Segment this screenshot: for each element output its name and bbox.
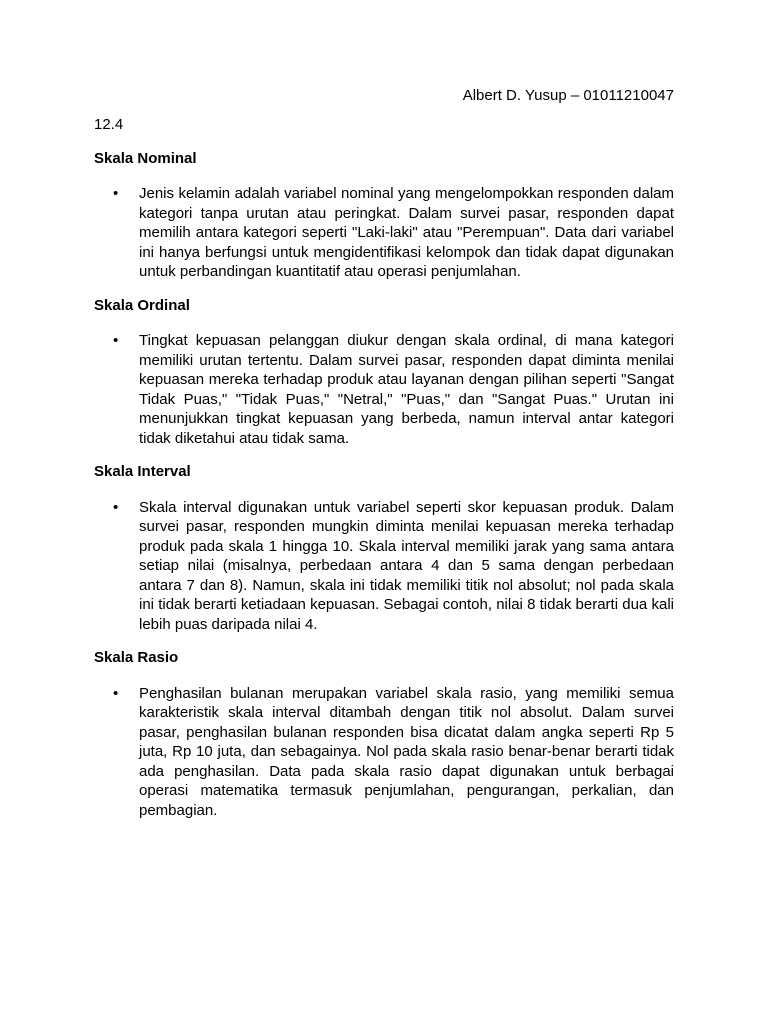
bullet-icon: • [113, 684, 119, 702]
paragraph-text: Jenis kelamin adalah variabel nominal yang mengelompokkan responden dalam kategori tanpa urutan atau peringkat. Dalam survei pasar, responden dapat memilih antara kategori seperti "Laki-laki" atau "Perempuan". Data dari variabel ini hanya berfungsi untuk mengidentifikasi kelompok dan tidak dapat digunakan untuk perbandingan kuantitatif atau operasi penjumlahan. [139, 185, 674, 280]
list-item [94, 684, 674, 821]
section-heading: Skala Interval [94, 463, 191, 480]
section-heading: Skala Ordinal [94, 296, 190, 314]
document-page [94, 86, 674, 820]
section-heading: Skala Rasio [94, 649, 179, 666]
list-item [94, 331, 674, 448]
bullet-list [94, 684, 674, 821]
section-nominal [94, 149, 674, 282]
section-rasio [94, 648, 674, 820]
paragraph-text: Skala interval digunakan untuk variabel seperti skor kepuasan produk. Dalam survei pasar, responden mungkin diminta menilai kepuasan mereka terhadap produk pada skala 1 hingga 10. Skala interval memiliki jarak yang sama antara setiap nilai (misalnya, perbedaan antara 4 dan 5 sama dengan perbedaan antara 7 dan 8). Namun, skala ini tidak memiliki titik nol absolut; nol pada skala ini tidak berarti ketiadaan kepuasan. Sebagai contoh, nilai 8 tidak berarti dua kali lebih puas daripada nilai 4. [139, 498, 674, 633]
bullet-list [94, 498, 674, 635]
author-line: Albert D. Yusup – 01011210047 [462, 87, 674, 104]
bullet-list [94, 184, 674, 282]
section-interval [94, 462, 674, 634]
bullet-list [94, 331, 674, 448]
section-heading: Skala Nominal [94, 149, 197, 167]
question-number: 12.4 [94, 116, 124, 133]
list-item [94, 498, 674, 635]
bullet-icon: • [113, 332, 119, 349]
bullet-icon: • [113, 185, 119, 202]
list-item [94, 184, 674, 282]
section-ordinal [94, 296, 674, 449]
bullet-icon: • [113, 498, 119, 516]
paragraph-text: Tingkat kepuasan pelanggan diukur dengan skala ordinal, di mana kategori memiliki urutan tertentu. Dalam survei pasar, responden dapat diminta menilai kepuasan mereka terhadap produk atau layanan dengan pilihan seperti "Sangat Tidak Puas," "Tidak Puas," "Netral," "Puas," dan "Sangat Puas." Urutan ini menunjukkan tingkat kepuasan yang berbeda, namun interval antar kategori tidak diketahui atau tidak sama. [139, 332, 674, 447]
paragraph-text: Penghasilan bulanan merupakan variabel skala rasio, yang memiliki semua karakteristik skala interval ditambah dengan titik nol absolut. Dalam survei pasar, penghasilan bulanan responden bisa dicatat dalam angka seperti Rp 5 juta, Rp 10 juta, dan sebagainya. Nol pada skala rasio benar-benar berarti tidak ada penghasilan. Data pada skala rasio dapat digunakan untuk berbagai operasi matematika termasuk penjumlahan, pengurangan, perkalian, dan pembagian. [139, 684, 674, 819]
